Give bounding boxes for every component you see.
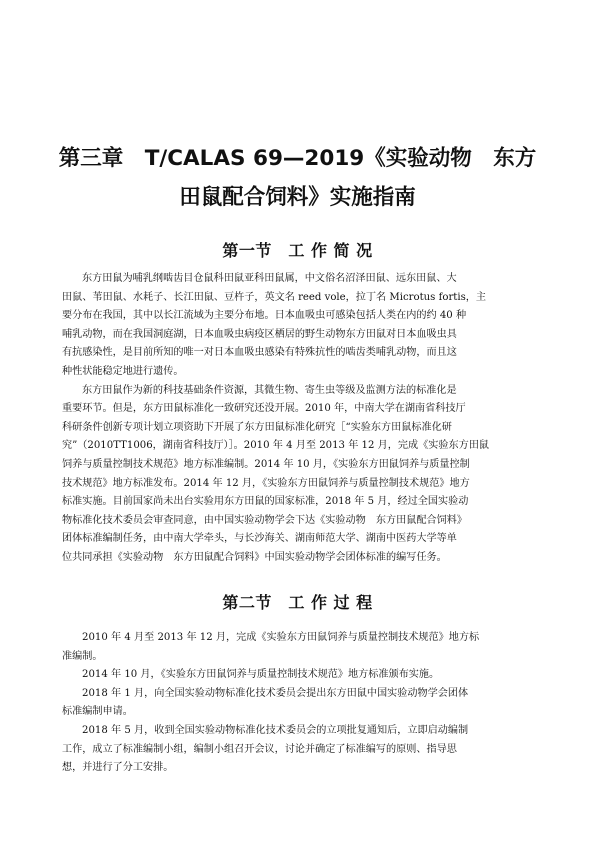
text-line: 有抗感染性，是目前所知的唯一对日本血吸虫感染有特殊抗性的啮齿类哺乳动物，而且这: [62, 347, 457, 359]
section-heading-2: 第二节 工 作 过 程: [222, 593, 373, 612]
text-line: 标准编制申请。: [62, 706, 133, 718]
text-line: 究”（2010TT1006，湖南省科技厅）］。2010 年 4 月至 2013 年 12 月，完成《实验东方田鼠: [62, 440, 490, 452]
text-line: 技术规范》地方标准发布。2014 年 12 月，《实验东方田鼠饲养与质量控制技术规范》地方: [62, 477, 470, 489]
text-line: 位共同承担《实验动物 东方田鼠配合饲料》中国实验动物学会团体标准的编写任务。: [62, 551, 447, 563]
text-line: 2018 年 1 月，向全国实验动物标准化技术委员会提出东方田鼠中国实验动物学会团体: [82, 687, 469, 699]
text-line: 哺乳动物，而在我国洞庭湖，日本血吸虫病疫区栖居的野生动物东方田鼠对日本血吸虫具: [62, 328, 457, 340]
text-line: 想，并进行了分工安排。: [62, 762, 174, 774]
text-line: 饲养与质量控制技术规范》地方标准编制。2014 年 10 月，《实验东方田鼠饲养与质量控制: [62, 458, 470, 470]
text-line: 物标准化技术委员会审查同意，由中国实验动物学会下达《实验动物 东方田鼠配合饲料》: [62, 514, 467, 526]
text-line: 2014 年 10 月，《实验东方田鼠饲养与质量控制技术规范》地方标准颁布实施。: [82, 669, 440, 681]
chapter-title-line-1: 第三章 T/CALAS 69—2019《实验动物 东方: [58, 146, 537, 171]
paragraph: [62, 666, 534, 685]
text-line: 2010 年 4 月至 2013 年 12 月，完成《实验东方田鼠饲养与质量控制技术规范》地方标: [82, 632, 480, 643]
text-line: 工作，成立了标准编制小组，编制小组召开会议，讨论并确定了标准编写的原则、指导思: [62, 743, 457, 755]
text-line: 田鼠、苇田鼠、水耗子、长江田鼠、豆杵子，英文名 reed vole，拉丁名 Microtus fortis，主: [62, 291, 487, 303]
section-1-body: [62, 270, 534, 568]
text-line: 重要环节。但是，东方田鼠标准化一致研究还没开展。2010 年，中南大学在湖南省科技厅: [62, 403, 466, 415]
text-line: 东方田鼠为哺乳纲啮齿目仓鼠科田鼠亚科田鼠属，中文俗名沼泽田鼠、远东田鼠、大: [82, 273, 457, 284]
text-line: 团体标准编制任务，由中南大学牵头，与长沙海关、湖南师范大学、湖南中医药大学等单: [62, 533, 457, 545]
paragraph: [62, 629, 534, 666]
text-line: 要分布在我国，其中以长江流域为主要分布地。日本血吸虫可感染包括人类在内的约 40 种: [62, 310, 467, 322]
paragraph: [62, 270, 534, 382]
text-line: 科研条件创新专项计划立项资助下开展了东方田鼠标准化研究［“实验东方田鼠标准化研: [62, 421, 452, 433]
text-line: 种性状能稳定地进行遗传。: [62, 365, 184, 377]
paragraph: [62, 382, 534, 568]
chapter-title-line-2: 田鼠配合饲料》实施指南: [179, 185, 416, 210]
text-line: 东方田鼠作为新的科技基础条件资源，其微生物、寄生虫等级及监测方法的标准化是: [82, 384, 457, 396]
section-2-body: [62, 629, 534, 778]
text-line: 标准实施。目前国家尚未出台实验用东方田鼠的国家标准，2018 年 5 月，经过全国实验动: [62, 496, 469, 508]
section-heading-1: 第一节 工 作 简 况: [222, 241, 373, 260]
paragraph: [62, 722, 534, 778]
paragraph: [62, 685, 534, 722]
chapter-title: [40, 139, 555, 217]
text-line: 准编制。: [62, 650, 103, 662]
text-line: 2018 年 5 月，收到全国实验动物标准化技术委员会的立项批复通知后，立即启动编制: [82, 724, 469, 736]
